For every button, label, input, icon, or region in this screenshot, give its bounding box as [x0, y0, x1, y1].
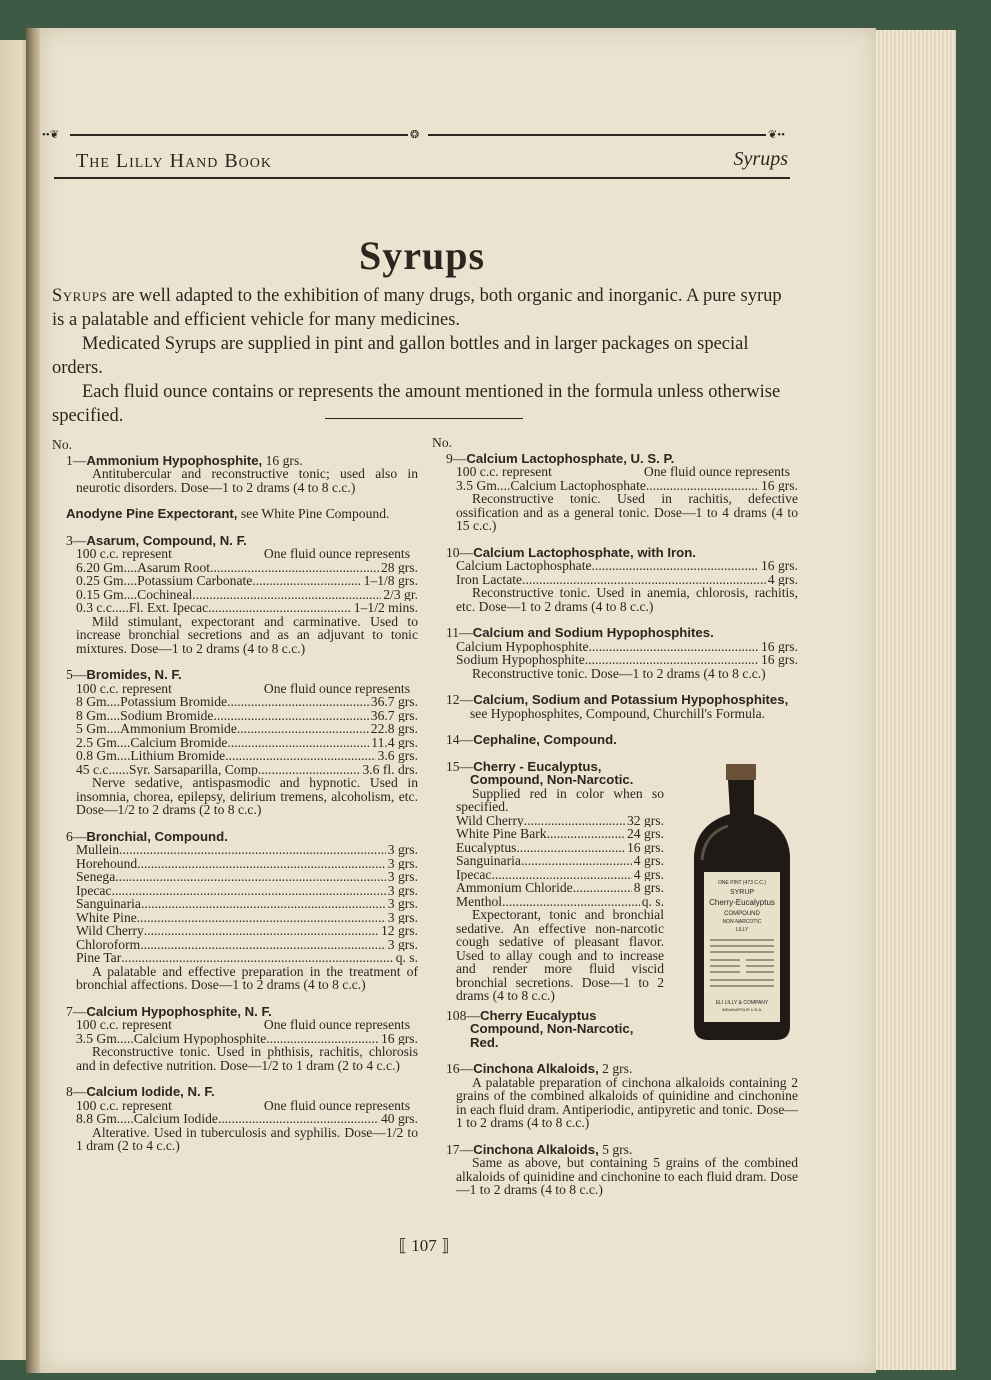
amount: 16 grs. — [760, 478, 798, 492]
amount: 3 grs. — [387, 856, 418, 870]
formula-row — [456, 868, 664, 882]
entry-tail: 5 grs. — [598, 1141, 633, 1157]
formula-row — [76, 588, 418, 602]
entry-name: Cherry - Eucalyptus, Compound, Non-Narcotic. — [470, 758, 634, 787]
amount: 3 grs. — [387, 843, 418, 857]
amount: 3 grs. — [387, 910, 418, 924]
ingredient: White Pine — [76, 910, 137, 924]
entry-name: Calcium Lactophosphate, with Iron. — [473, 544, 696, 560]
ingredient: Iron Lactate — [456, 572, 523, 586]
label-line-1: ONE PINT (473 C.C.) — [718, 879, 766, 886]
entry-description-text: A palatable and effective preparation in the treatment of bronchial affections. Dose—1 to 2 drams (4 to 8 c.c.) — [76, 963, 418, 992]
entry-intro-text: Supplied red in color when so specified. — [456, 785, 664, 814]
ingredient: Sanguinaria — [76, 897, 141, 911]
represent-right: One fluid ounce represents — [263, 1017, 410, 1032]
entry-description-text: Same as above, but containing 5 grains of the combined alkaloids of quinidine and cinchonine to each fluid dram. Dose—1 to 2 drams (4 to 8 c.c.) — [456, 1155, 799, 1197]
ingredient: 2.5 Gm....Calcium Bromide — [76, 735, 228, 749]
ingredient: White Pine Bark — [456, 827, 547, 841]
formula-row — [76, 897, 418, 911]
intro-paragraph-2: Medicated Syrups are supplied in pint and gallon bottles and in larger packages on special orders. — [52, 334, 749, 378]
ornament-left-icon: ••❦ — [42, 129, 59, 141]
amount: 3 grs. — [387, 897, 418, 911]
formula-row — [76, 763, 418, 777]
entry-description — [456, 492, 798, 533]
formula-row — [76, 924, 418, 938]
label-city: INDIANAPOLIS U.S.A. — [721, 1006, 763, 1012]
ingredient: Chloroform — [76, 937, 141, 951]
ingredient: 3.5 Gm.....Calcium Hypophosphite — [76, 1031, 267, 1045]
leader-dots — [137, 911, 386, 925]
entry-left-0 — [52, 454, 418, 495]
formula-row — [456, 854, 664, 868]
leader-dots — [237, 722, 369, 736]
entry-title — [66, 668, 418, 682]
leader-dots — [592, 559, 759, 573]
amount: 1–1/2 mins. — [353, 601, 418, 615]
formula-row — [76, 938, 418, 952]
leader-dots — [218, 1112, 379, 1126]
ornament-rule-left — [70, 134, 408, 136]
amount: 16 grs. — [760, 653, 798, 667]
represent-header — [76, 1018, 418, 1032]
leader-dots — [144, 924, 379, 938]
ingredient: Wild Cherry — [456, 813, 524, 827]
formula-row — [76, 857, 418, 871]
leader-dots — [522, 573, 766, 587]
entry-intro — [456, 787, 664, 814]
represent-left: 100 c.c. represent — [76, 1097, 172, 1113]
entry-left-3 — [52, 668, 418, 817]
entry-name: Ammonium Hypophosphite, — [86, 452, 263, 468]
page-edges — [872, 30, 956, 1370]
entry-name: Cinchona Alkaloids, — [473, 1141, 599, 1157]
entry-description — [76, 776, 418, 817]
entry-description-text: A palatable preparation of cinchona alkaloids containing 2 grains of the combined alkaloids of quinidine and cinchonine in each fluid dram. Antiperiodic, antipyretic and tonic. Dose—1 to 2 drams (4 to 8 c.c.) — [456, 1074, 798, 1130]
amount: 40 grs. — [380, 1112, 418, 1126]
formula-row — [456, 559, 798, 573]
running-header — [76, 148, 788, 178]
entry-number: 9— — [446, 450, 467, 466]
ingredient: Calcium Hypophosphite — [456, 639, 589, 653]
entry-title — [446, 693, 798, 720]
ingredient: 5 Gm....Ammonium Bromide — [76, 722, 237, 736]
entry-number: 10— — [446, 544, 474, 560]
syrup-bottle-illustration — [688, 764, 796, 1044]
entry-description — [76, 1045, 418, 1072]
amount: 8 grs. — [633, 881, 664, 895]
entry-right-1 — [432, 546, 798, 614]
represent-left: 100 c.c. represent — [76, 1017, 172, 1032]
ingredient: 0.3 c.c.....Fl. Ext. Ipecac — [76, 601, 209, 615]
leader-dots — [213, 709, 368, 723]
entry-description-text: Reconstructive tonic. Used in rachitis, defective ossification and as a general tonic. Dose—1 to 4 drams (4 to 15 c.c.) — [456, 491, 798, 533]
number-column-label: No. — [432, 435, 453, 450]
leader-dots — [589, 640, 759, 654]
ornament-right-icon: ❦•• — [768, 129, 785, 141]
entry-right-4 — [432, 733, 798, 747]
amount: 3 grs. — [387, 937, 418, 951]
entry-title — [66, 830, 418, 844]
entry-tail: see Hypophosphites, Compound, Churchill's Formula. — [470, 705, 766, 721]
ingredient: Mullein — [76, 843, 120, 857]
entry-name: Asarum, Compound, N. F. — [86, 532, 247, 548]
represent-right: One fluid ounce represents — [643, 464, 790, 479]
amount: 16 grs. — [626, 840, 664, 854]
entry-name: Calcium Iodide, N. F. — [86, 1084, 215, 1099]
entry-name: Bronchial, Compound. — [86, 828, 228, 844]
leader-dots — [192, 588, 381, 602]
right-column — [432, 436, 798, 1210]
amount: 24 grs. — [626, 827, 664, 841]
ingredient: 45 c.c......Syr. Sarsaparilla, Comp — [76, 762, 258, 776]
entry-description-text: Reconstructive tonic. Dose—1 to 2 drams (4 to 8 c.c.) — [472, 665, 766, 681]
entry-title — [446, 760, 664, 787]
entry-description-text: Reconstructive tonic. Used in phthisis, rachitis, chlorosis and in defective nutrition. Dose—1/2 to 1 dram (2 to 4 c.c.) — [76, 1044, 418, 1073]
amount: 32 grs. — [626, 813, 664, 827]
entry-number: 7— — [66, 1003, 87, 1019]
represent-right: One fluid ounce represents — [263, 546, 410, 561]
leader-dots — [585, 653, 759, 667]
entry-number: 5— — [66, 667, 87, 682]
entry-name: Calcium and Sodium Hypophosphites. — [472, 625, 714, 640]
entry-name: Cherry Eucalyptus Compound, Non-Narcotic, Red. — [470, 1007, 634, 1050]
amount: 36.7 grs. — [370, 695, 418, 709]
label-line-5: NON-NARCOTIC — [722, 918, 762, 925]
leader-dots — [252, 574, 361, 588]
intro-text — [52, 284, 798, 428]
ingredient: Sanguinaria — [456, 854, 521, 868]
formula-row — [76, 561, 418, 575]
ingredient: Ammonium Chloride — [456, 881, 573, 895]
entry-number: 16— — [446, 1061, 474, 1076]
entry-number: 14— — [446, 732, 474, 747]
book-cover-top — [0, 0, 991, 30]
entry-name: Cinchona Alkaloids, — [473, 1061, 599, 1076]
entry-title — [446, 733, 798, 747]
formula-row — [456, 895, 664, 909]
amount: 4 grs. — [633, 854, 664, 868]
leader-dots — [258, 763, 361, 777]
entry-left-2 — [52, 534, 418, 656]
amount: q. s. — [641, 894, 664, 908]
leader-dots — [208, 601, 352, 615]
formula-row — [76, 884, 418, 898]
ingredient: 0.15 Gm....Cochineal — [76, 587, 193, 601]
entry-right-0 — [432, 452, 798, 533]
intro-paragraph-1-text: are well adapted to the exhibition of many drugs, both organic and inorganic. A pure syrup is a palatable and efficient vehicle for many medicines. — [52, 286, 782, 330]
formula-row — [456, 640, 798, 654]
number-column-label: No. — [52, 437, 73, 452]
ornament-rule-right — [428, 134, 766, 136]
entry-right-after-1 — [432, 1143, 798, 1197]
formula-row — [76, 1032, 418, 1046]
represent-left: 100 c.c. represent — [456, 464, 552, 479]
entry-tail: 2 grs. — [598, 1061, 633, 1076]
leader-dots — [524, 814, 625, 828]
formula-row — [76, 951, 418, 965]
represent-right: One fluid ounce represents — [263, 1097, 410, 1113]
entry-title — [66, 507, 418, 521]
ingredient: 0.25 Gm....Potassium Carbonate — [76, 574, 253, 588]
entry-number: 12— — [446, 692, 474, 707]
leader-dots — [547, 827, 625, 841]
label-line-3: Cherry-Eucalyptus — [709, 897, 775, 907]
label-maker: ELI LILLY & COMPANY — [715, 999, 769, 1006]
represent-header — [76, 547, 418, 561]
ingredient: Senega — [76, 870, 116, 884]
amount: 3 grs. — [387, 870, 418, 884]
formula-row — [456, 841, 664, 855]
ingredient: 0.8 Gm....Lithium Bromide — [76, 749, 226, 763]
amount: 4 grs. — [767, 572, 798, 586]
formula-row — [76, 843, 418, 857]
amount: 28 grs. — [380, 560, 418, 574]
leader-dots — [210, 561, 379, 575]
leader-dots — [227, 695, 369, 709]
entry-name: Calcium Lactophosphate, U. S. P. — [466, 450, 675, 466]
left-column — [52, 438, 418, 1166]
entry-description — [456, 1156, 798, 1197]
entry-tail: see White Pine Compound. — [237, 506, 390, 521]
entry-number: 6— — [66, 828, 87, 844]
amount: 12 grs. — [380, 924, 418, 938]
amount: 3.6 fl. drs. — [362, 762, 418, 776]
leader-dots — [137, 857, 386, 871]
formula-row — [76, 736, 418, 750]
formula-row — [456, 881, 664, 895]
ingredient: Eucalyptus — [456, 840, 517, 854]
formula-row — [456, 814, 664, 828]
bottle-cork — [726, 764, 756, 780]
ingredient: 3.5 Gm....Calcium Lactophosphate — [456, 478, 646, 492]
ingredient: 8.8 Gm.....Calcium Iodide — [76, 1112, 218, 1126]
entry-right-after-0 — [432, 1062, 798, 1130]
amount: 22.8 grs. — [370, 722, 418, 736]
entry-number: 11— — [446, 625, 473, 640]
entry-description — [456, 586, 798, 613]
amount: 4 grs. — [633, 867, 664, 881]
entry-number: 3— — [66, 532, 87, 548]
formula-row — [456, 573, 798, 587]
entry-name: Anodyne Pine Expectorant, — [66, 506, 238, 521]
entry-number: 1— — [66, 452, 87, 468]
formula-row — [76, 870, 418, 884]
entry-number: 17— — [446, 1141, 474, 1157]
entry-description — [76, 615, 418, 656]
leader-dots — [141, 897, 386, 911]
ingredient: 6.20 Gm....Asarum Root — [76, 560, 211, 574]
leader-dots — [502, 895, 640, 909]
label-line-4: COMPOUND — [724, 910, 760, 917]
ingredient: Ipecac — [76, 883, 112, 897]
entry-left-6 — [52, 1085, 418, 1153]
running-title: The Lilly Hand Book — [76, 150, 273, 172]
entry-left-4 — [52, 830, 418, 992]
entry-description-text: Antitubercular and reconstructive tonic; used also in neurotic disorders. Dose—1 to 2 drams (4 to 8 c.c.) — [76, 466, 418, 495]
entry-right-2 — [432, 626, 798, 680]
amount: 3 grs. — [387, 883, 418, 897]
formula-row — [456, 827, 664, 841]
entry-name: Cephaline, Compound. — [473, 732, 617, 747]
ingredient: 8 Gm....Sodium Bromide — [76, 708, 214, 722]
entry-description-text: Expectorant, tonic and bronchial sedative. An effective non-narcotic cough sedative of pleasant flavor. Used to allay cough and to increase and render more fluid viscid bronchial secretions. Dose—1 to 2 drams (4 to 8 c.c.) — [456, 907, 664, 1003]
ingredient: Menthol — [456, 894, 503, 908]
running-section: Syrups — [733, 148, 788, 170]
entry-cherry-eucalyptus — [432, 760, 798, 1050]
leader-dots — [121, 951, 393, 965]
intro-paragraph-3: Each fluid ounce contains or represents the amount mentioned in the formula unless otherwise specified. — [52, 382, 781, 426]
entry-title — [446, 626, 798, 640]
formula-row — [76, 574, 418, 588]
represent-left: 100 c.c. represent — [76, 680, 172, 696]
entry-title-red — [446, 1009, 664, 1050]
entry-title — [66, 1005, 418, 1019]
leader-dots — [573, 881, 632, 895]
ingredient: Wild Cherry — [76, 924, 144, 938]
amount: 3.6 grs. — [377, 749, 418, 763]
formula-row — [456, 479, 798, 493]
represent-header — [76, 682, 418, 696]
entry-name: Bromides, N. F. — [86, 667, 182, 682]
formula-row — [456, 653, 798, 667]
ingredient: Ipecac — [456, 867, 492, 881]
amount: 16 grs. — [380, 1031, 418, 1045]
entry-description — [456, 667, 798, 681]
leader-dots — [115, 870, 386, 884]
ingredient: 8 Gm....Potassium Bromide — [76, 695, 228, 709]
represent-left: 100 c.c. represent — [76, 546, 172, 561]
formula-row — [76, 722, 418, 736]
entry-number: 8— — [66, 1084, 87, 1099]
formula-row — [76, 911, 418, 925]
entry-title — [66, 1085, 418, 1099]
page-title: Syrups — [358, 233, 486, 278]
entry-left-5 — [52, 1005, 418, 1073]
formula-row — [76, 601, 418, 615]
ingredient: Horehound — [76, 856, 138, 870]
represent-header — [76, 1099, 418, 1113]
entry-description-text: Reconstructive tonic. Used in anemia, chlorosis, rachitis, etc. Dose—1 to 2 drams (4 to 8 c.c.) — [456, 585, 798, 614]
entry-title — [66, 534, 418, 548]
entry-number: 15— — [446, 758, 474, 774]
entry-title — [446, 546, 798, 560]
ornament-center-icon: ❂ — [410, 129, 420, 141]
entry-description — [76, 965, 418, 992]
entry-title — [446, 1143, 798, 1157]
page-number-value: 107 — [411, 1236, 437, 1255]
formula-row — [76, 749, 418, 763]
entry-number: 108— — [446, 1007, 480, 1023]
entry-description-text: Mild stimulant, expectorant and carminative. Used to increase bronchial secretions and as an adjuvant to tonic mixtures. Dose—1 to 2 drams (4 to 8 c.c.) — [76, 613, 418, 656]
leader-dots — [119, 843, 386, 857]
leader-dots — [140, 938, 386, 952]
represent-right: One fluid ounce represents — [263, 680, 410, 696]
amount: 2/3 gr. — [383, 587, 418, 601]
label-line-6: LILLY — [735, 926, 749, 933]
intro-lead-word: Syrups — [52, 286, 108, 306]
page-number: ⟦ 107 ⟧ — [398, 1236, 450, 1255]
amount: 1–1/8 grs. — [363, 574, 418, 588]
leader-dots — [227, 736, 369, 750]
entry-title — [66, 454, 418, 468]
entry-description — [76, 467, 418, 494]
entry-title — [446, 1062, 798, 1076]
entry-title — [446, 452, 798, 466]
entry-description-text: Nerve sedative, antispasmodic and hypnotic. Used in insomnia, chorea, epilepsy, delirium tremens, alcoholism, etc. Dose—1/2 to 2 drams (2 to 8 c.c.) — [76, 775, 418, 817]
leader-dots — [225, 749, 375, 763]
leader-dots — [266, 1032, 379, 1046]
ingredient: Calcium Lactophosphate — [456, 559, 592, 573]
amount: q. s. — [395, 951, 418, 965]
leader-dots — [491, 868, 631, 882]
formula-row — [76, 1112, 418, 1126]
entry-description — [456, 1076, 798, 1130]
intro-rule — [325, 418, 523, 419]
leader-dots — [516, 841, 625, 855]
entry-right-3 — [432, 693, 798, 720]
ingredient: Sodium Hypophosphite — [456, 653, 585, 667]
entry-description-text: Alterative. Used in tuberculosis and syphilis. Dose—1/2 to 1 dram (2 to 4 c.c.) — [76, 1124, 418, 1153]
entry-description — [76, 1126, 418, 1153]
leader-dots — [646, 479, 759, 493]
entry-description — [456, 908, 664, 1003]
formula-row — [76, 709, 418, 723]
entry-left-1 — [52, 507, 418, 521]
entry-name: Calcium, Sodium and Potassium Hypophosphites, — [473, 692, 789, 707]
formula-row — [76, 695, 418, 709]
label-line-2: SYRUP — [729, 888, 755, 896]
entry-name: Calcium Hypophosphite, N. F. — [86, 1003, 272, 1019]
amount: 11.4 grs. — [371, 735, 418, 749]
amount: 16 grs. — [760, 639, 798, 653]
amount: 16 grs. — [760, 559, 798, 573]
leader-dots — [521, 854, 632, 868]
amount: 36.7 grs. — [370, 708, 418, 722]
represent-header — [456, 465, 798, 479]
intro-paragraph-1 — [52, 284, 798, 332]
entry-tail: 16 grs. — [262, 452, 303, 468]
leader-dots — [111, 884, 385, 898]
book-cover-right — [956, 0, 991, 1380]
ingredient: Pine Tar — [76, 951, 122, 965]
header-rule — [54, 177, 790, 179]
